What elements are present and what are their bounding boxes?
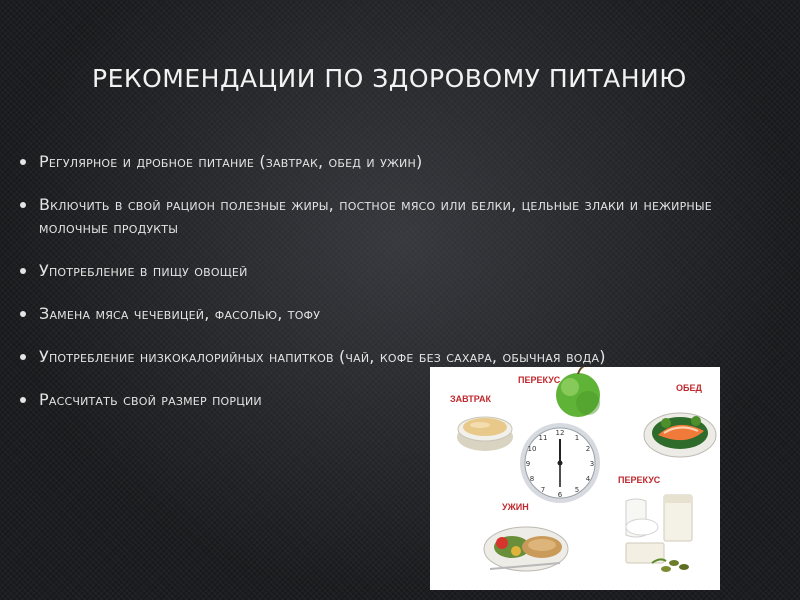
svg-text:8: 8 <box>529 475 535 483</box>
green-apple-icon <box>556 367 600 417</box>
bullet-item <box>20 302 780 325</box>
lunch-salmon-plate <box>644 413 716 457</box>
bullet-text: Употребление низкокалорийных напитков (чай, кофе без сахара, обычная вода) <box>39 347 606 366</box>
dinner-label: УЖИН <box>502 502 529 512</box>
bullet-dot-icon <box>20 268 26 274</box>
svg-text:10: 10 <box>527 445 537 453</box>
svg-text:4: 4 <box>585 475 591 483</box>
bullet-text: Употребление в пищу овощей <box>39 261 248 280</box>
svg-text:6: 6 <box>557 491 563 499</box>
snack-top-label: ПЕРЕКУС <box>518 375 561 385</box>
dinner-plate <box>484 527 568 571</box>
bullet-dot-icon <box>20 397 26 403</box>
bullet-dot-icon <box>20 311 26 317</box>
bullet-item <box>20 345 780 368</box>
svg-text:12: 12 <box>555 429 565 437</box>
svg-text:7: 7 <box>540 486 546 494</box>
lunch-label: ОБЕД <box>676 383 702 393</box>
bullet-item <box>20 259 780 282</box>
svg-text:2: 2 <box>585 445 591 453</box>
svg-text:1: 1 <box>574 434 580 442</box>
svg-text:9: 9 <box>525 460 531 468</box>
bullet-dot-icon <box>20 202 26 208</box>
meal-schedule-illustration <box>430 367 720 590</box>
bullet-dot-icon <box>20 159 26 165</box>
svg-text:3: 3 <box>589 460 595 468</box>
bullet-text: Рассчитать свой размер порции <box>39 390 262 409</box>
breakfast-porridge-bowl <box>457 417 513 451</box>
clock-icon <box>520 423 600 503</box>
dairy-snack <box>626 495 692 572</box>
svg-text:11: 11 <box>538 434 548 442</box>
bullet-item <box>20 193 780 239</box>
bullet-text: Замена мяса чечевицей, фасолью, тофу <box>39 304 321 323</box>
bullet-item <box>20 150 780 173</box>
bullet-text: Включить в свой рацион полезные жиры, постное мясо или белки, цельные злаки и нежирные молочные продукты <box>39 195 712 237</box>
slide-title: РЕКОМЕНДАЦИИ ПО ЗДОРОВОМУ ПИТАНИЮ <box>92 64 687 93</box>
snack-bottom-label: ПЕРЕКУС <box>618 475 661 485</box>
svg-text:5: 5 <box>574 486 580 494</box>
bullet-dot-icon <box>20 354 26 360</box>
bullet-text: Регулярное и дробное питание (завтрак, обед и ужин) <box>39 152 423 171</box>
breakfast-label: ЗАВТРАК <box>450 394 491 404</box>
